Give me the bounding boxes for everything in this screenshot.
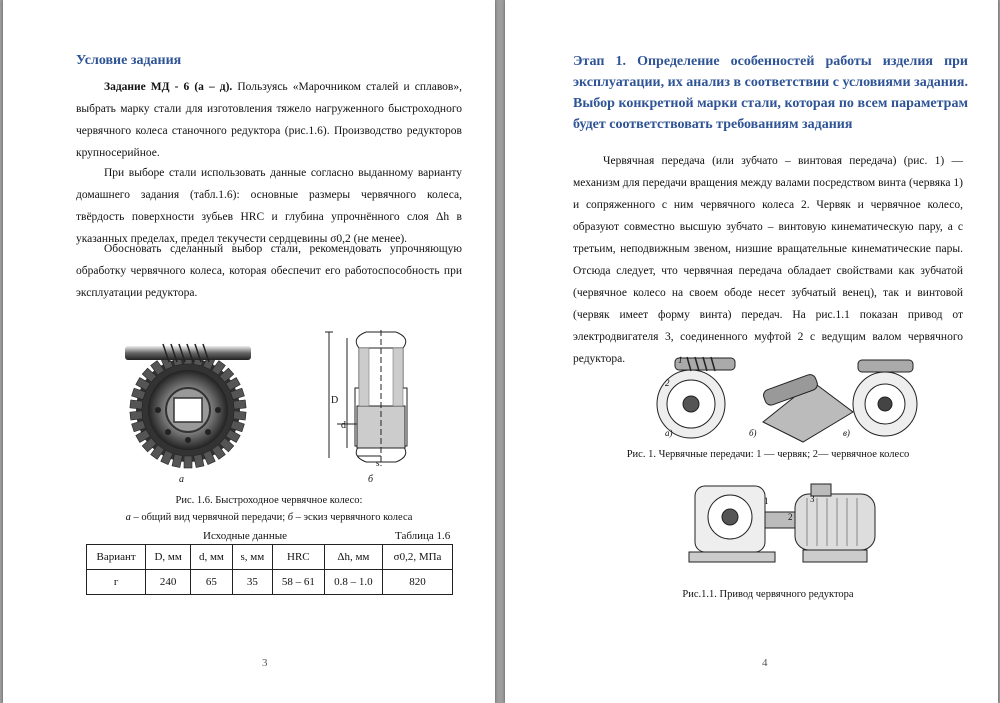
table-header-cell: d, мм xyxy=(191,545,233,570)
fig2-callout-3: 3 xyxy=(810,494,815,504)
worm-gear-a xyxy=(657,357,735,438)
gear-teeth xyxy=(130,352,246,468)
fig1-label-a: а) xyxy=(665,428,673,438)
caption-b: б xyxy=(287,512,294,523)
task-lead: Задание МД - 6 (а – д). xyxy=(104,81,233,93)
table-number: Таблица 1.6 xyxy=(395,530,451,542)
task-paragraph xyxy=(76,76,462,164)
fig1-callout-1: 1 xyxy=(678,355,683,365)
figure-1-caption: Рис. 1. Червячные передачи: 1 — червяк; 2— червячное колесо xyxy=(626,449,910,460)
table-header-cell: s, мм xyxy=(232,545,272,570)
fig1-label-c: в) xyxy=(843,428,850,438)
page-number: 3 xyxy=(262,657,268,669)
table-row xyxy=(87,570,453,595)
table-header-row xyxy=(87,545,453,570)
caption-mid: – общий вид червячной передачи; xyxy=(130,512,288,523)
fig1-label-b: б) xyxy=(749,428,757,438)
fig2-callout-2: 2 xyxy=(788,512,793,522)
fig-label-a: а xyxy=(179,474,184,485)
table-cell: 0.8 – 1.0 xyxy=(324,570,382,595)
electric-motor xyxy=(795,484,875,562)
dim-d-label: d xyxy=(341,420,346,431)
table-cell: 58 – 61 xyxy=(273,570,325,595)
figure-caption xyxy=(76,492,462,526)
worm-shaft xyxy=(125,344,251,362)
fig2-callout-1: 1 xyxy=(764,496,769,506)
fig-label-b: б xyxy=(368,474,374,485)
table-header-cell: Δh, мм xyxy=(324,545,382,570)
reducer-housing xyxy=(689,486,775,562)
description-paragraph: Червячная передача (или зубчато – винтовая передача) (рис. 1) — механизм для передачи вращения между валами посредством винта (червяка 1) и сопряженного с ним червячного колеса 2. Червяк и червячное колесо, образуют совместно высшую зубчато – винтовую кинематическую пару, а с третьим, неподвижным звеном, низшие вращательные кинематические пары. Отсюда следует, что червячная передача обладает свойствами как зубчатой (червячное колесо на своем ободе несет зубчатый венец), так и винтовой (червяк имеет форму винта) передач. На рис.1.1 показан привод от электродвигателя 3, соединенного муфтой 2 с ведущим валом червячного редуктора. xyxy=(573,155,963,365)
document-page-3 xyxy=(3,0,495,703)
dim-s-label: s xyxy=(376,458,380,468)
stage-heading: Этап 1. Определение особенностей работы изделия при эксплуатации, их анализ в соответствии с условиями задания. Выбор конкретной марки стали, которая по всем параметрам будет соответствовать требованиям задания xyxy=(573,54,968,132)
page-number: 4 xyxy=(762,657,768,669)
document-page-4 xyxy=(505,0,998,703)
table-header-cell: HRC xyxy=(273,545,325,570)
fig1-callout-2: 2 xyxy=(665,378,670,388)
reducer-drive-figure xyxy=(685,472,885,580)
table-cell: г xyxy=(87,570,146,595)
data-paragraph: При выборе стали использовать данные согласно выданному варианту домашнего задания (табл.1.6): основные размеры червячного колеса, твёрдость поверхности зубьев HRC и глубина упрочнённого слоя Δh в указанных пределах, предел текучести сердцевины σ0,2 (не менее). xyxy=(76,167,462,245)
figure-1-1-caption: Рис.1.1. Привод червячного редуктора xyxy=(682,589,854,600)
worm-gear-c xyxy=(853,360,917,436)
worm-gear-illustration xyxy=(123,330,253,470)
table-header-cell: Вариант xyxy=(87,545,146,570)
table-cell: 65 xyxy=(191,570,233,595)
table-header-cell: σ0,2, МПа xyxy=(383,545,453,570)
table-cell: 820 xyxy=(383,570,453,595)
worm-gear-b xyxy=(762,373,853,442)
table-cell: 240 xyxy=(146,570,191,595)
source-data-table xyxy=(86,544,453,595)
caption-line-1: Рис. 1.6. Быстроходное червячное колесо: xyxy=(175,495,363,506)
table-title: Исходные данные xyxy=(203,530,287,542)
caption-a: а xyxy=(125,512,131,523)
caption-line-2 xyxy=(76,509,462,526)
table-cell: 35 xyxy=(232,570,272,595)
worm-gears-figure xyxy=(653,352,923,444)
dim-D-label: D xyxy=(331,395,339,406)
caption-end: – эскиз червячного колеса xyxy=(293,512,413,523)
section-heading: Условие задания xyxy=(76,53,182,68)
table-header-cell: D, мм xyxy=(146,545,191,570)
justify-paragraph: Обосновать сделанный выбор стали, рекомендовать упрочняющую обработку червячного колеса, которая обеспечит его работоспособность при эксплуатации редуктора. xyxy=(76,243,462,299)
task-text: Пользуясь «Марочником сталей и сплавов», выбрать марку стали для изготовления тяжело нагруженного быстроходного червячного колеса станочного редуктора (рис.1.6). Производство редукторов крупносерийное. xyxy=(76,81,462,159)
